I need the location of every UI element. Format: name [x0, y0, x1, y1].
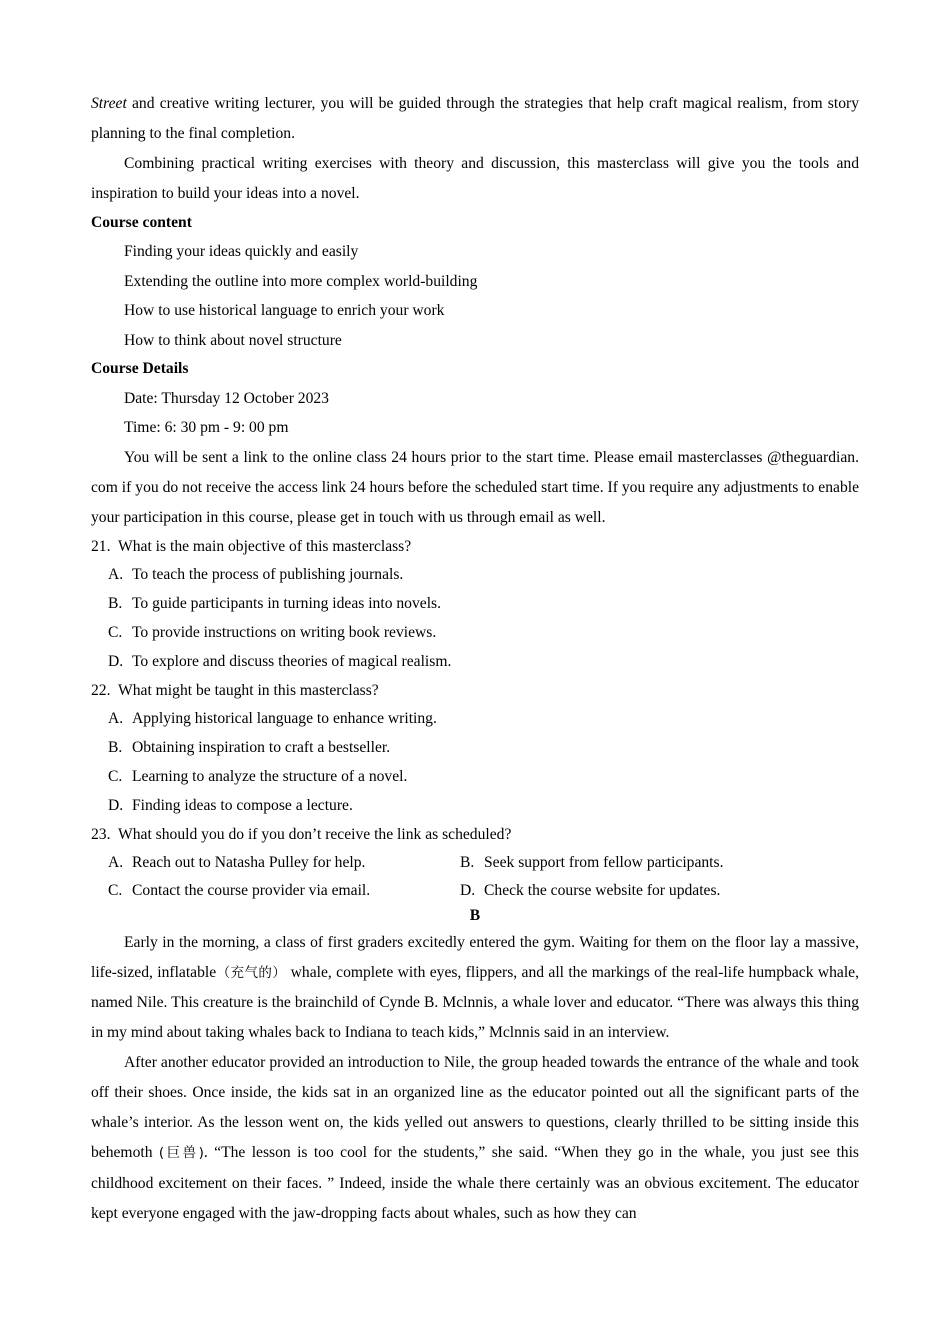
- question-23: [91, 821, 859, 850]
- course-content-item: How to use historical language to enrich your work: [124, 302, 445, 320]
- chinese-gloss: （充气的）: [216, 964, 287, 981]
- option-c: C. To provide instructions on writing book reviews.: [108, 623, 437, 641]
- course-note: You will be sent a link to the online class 24 hours prior to the start time. Please email masterclasses @theguardian. com if you do not receive the access link 24 hours before the scheduled start time. If you require any adjustments to enable your participation in this course, please get in touch with us through email as well.: [91, 448, 859, 526]
- option-a: A. Applying historical language to enhance writing.: [108, 710, 437, 728]
- option-b: B. To guide participants in turning ideas into novels.: [108, 595, 441, 613]
- question-number: 21.: [91, 537, 111, 555]
- question-stem: What should you do if you don’t receive the link as scheduled?: [118, 825, 512, 843]
- option-d: D. Check the course website for updates.: [460, 882, 721, 900]
- section-b-label: B: [469, 906, 481, 924]
- course-date: Date: Thursday 12 October 2023: [124, 389, 329, 407]
- course-content-item: How to think about novel structure: [124, 331, 342, 349]
- intro-paragraph-2: Combining practical writing exercises with theory and discussion, this masterclass will give you the tools and inspiration to build your ideas into a novel.: [91, 154, 859, 202]
- option-d: D. Finding ideas to compose a lecture.: [108, 796, 353, 814]
- question-22: [91, 677, 859, 706]
- course-content-heading: Course content: [91, 213, 192, 231]
- options-row-2: [91, 877, 859, 905]
- option-c: C. Learning to analyze the structure of a novel.: [108, 767, 408, 785]
- course-time: Time: 6: 30 pm - 9: 00 pm: [124, 419, 289, 437]
- passage-b-paragraph-1: Early in the morning, a class of first graders excitedly entered the gym. Waiting for them on the floor lay a massive, life-sized, inflatable（充气的） whale, complete with eyes, flippers, and all the markings of the real-life humpback whale, named Nile. This creature is the brainchild of Cynde B. Mclnnis, a whale lover and educator. “There was always this thing in my mind about taking whales back to Indiana to teach kids,” Mclnnis said in an interview.: [91, 933, 859, 1042]
- passage-b-paragraph-2: After another educator provided an introduction to Nile, the group headed towards the entrance of the whale and took off their shoes. Once inside, the kids sat in an organized line as the educator pointed out all the significant parts of the whale’s interior. As the lesson went on, the kids yelled out answers to questions, clearly thrilled to be sitting inside this behemoth (巨兽). “The lesson is too cool for the students,” she said. “When they go in the whale, you just see this childhood excitement on their faces. ” Indeed, inside the whale there certainly was an obvious excitement. The educator kept everyone engaged with the jaw-dropping facts about whales, such as how they can: [91, 1054, 859, 1222]
- exam-page: [91, 89, 859, 1229]
- option-b: B. Obtaining inspiration to craft a bestseller.: [108, 739, 391, 757]
- question-21: [91, 533, 859, 562]
- option-d: D. To explore and discuss theories of magical realism.: [108, 652, 452, 670]
- option-b: B. Seek support from fellow participants.: [460, 854, 724, 872]
- course-content-item: Finding your ideas quickly and easily: [124, 243, 359, 261]
- option-c: C. Contact the course provider via email.: [108, 882, 371, 900]
- options-row-1: [91, 849, 859, 877]
- intro-paragraph: Street and creative writing lecturer, you will be guided through the strategies that help craft magical realism, from story planning to the final completion.: [91, 95, 859, 142]
- option-a: A. To teach the process of publishing journals.: [108, 566, 404, 584]
- chinese-gloss: (巨兽): [158, 1145, 204, 1162]
- option-a: A. Reach out to Natasha Pulley for help.: [108, 854, 366, 872]
- question-number: 23.: [91, 825, 111, 843]
- question-stem: What might be taught in this masterclass?: [118, 681, 379, 699]
- book-title: Street: [91, 95, 127, 112]
- question-number: 22.: [91, 681, 111, 699]
- course-content-item: Extending the outline into more complex world-building: [124, 272, 478, 290]
- course-details-heading: Course Details: [91, 360, 189, 378]
- question-stem: What is the main objective of this masterclass?: [118, 537, 412, 555]
